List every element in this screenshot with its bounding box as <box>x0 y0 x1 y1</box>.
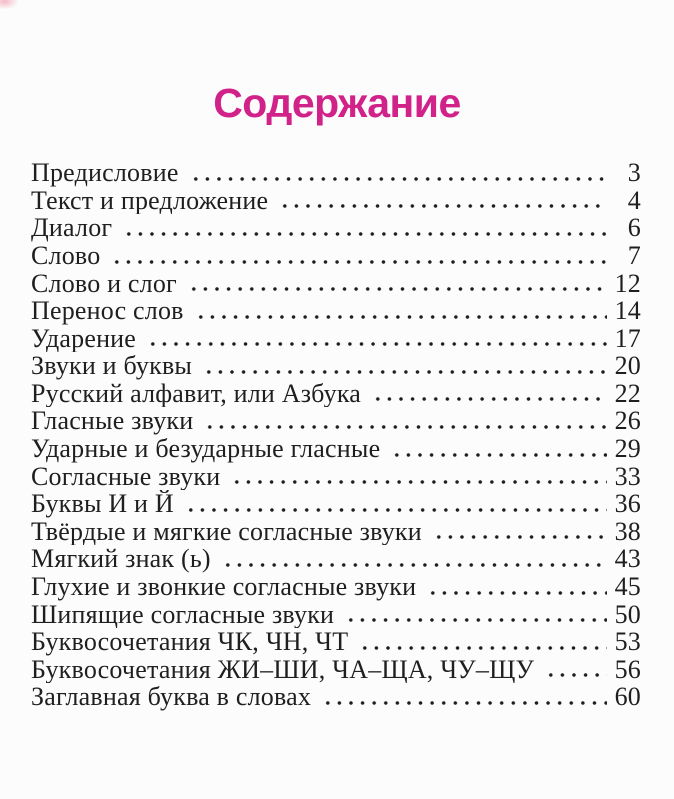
toc-entry-page-number: 14 <box>614 297 641 325</box>
toc-row <box>31 628 641 656</box>
dot-leader <box>193 297 607 325</box>
toc-entry-title: Шипящие согласные звуки <box>31 600 335 629</box>
toc-entry-page-number: 20 <box>614 352 641 380</box>
toc-row <box>31 270 641 298</box>
dot-leader <box>277 187 607 215</box>
toc-row <box>31 187 641 215</box>
toc-entry-page-number: 33 <box>614 462 641 491</box>
dot-leader <box>425 573 607 601</box>
toc-entry-page-number: 22 <box>614 379 641 408</box>
toc-entry-page-number: 36 <box>614 490 641 518</box>
dot-leader <box>389 435 607 463</box>
toc-entry-page-number: 50 <box>614 600 641 629</box>
toc-entry-title: Буквы И и Й <box>31 490 174 518</box>
toc-row <box>31 325 641 353</box>
toc-entry-title: Гласные звуки <box>31 407 194 436</box>
toc-entry-title: Заглавная буква в словах <box>31 683 312 712</box>
toc-entry-page-number: 53 <box>614 628 641 656</box>
toc-entry-page-number: 43 <box>614 545 641 574</box>
photo-corner-artifact <box>0 0 18 9</box>
toc-entry-title: Буквосочетания ЧК, ЧН, ЧТ <box>31 628 349 656</box>
toc-entry-page-number: 29 <box>614 435 641 463</box>
toc-entry-page-number: 6 <box>627 214 641 242</box>
contents-heading: Содержание <box>213 80 461 126</box>
toc-entry-title: Глухие и звонкие согласные звуки <box>31 573 417 601</box>
toc-entry-page-number: 17 <box>614 324 641 353</box>
dot-leader <box>202 407 607 435</box>
toc-entry-title: Ударные и безударные гласные <box>31 435 381 463</box>
toc-entry-title: Перенос слов <box>31 297 184 325</box>
toc-entry-title: Твёрдые и мягкие согласные звуки <box>31 517 422 546</box>
toc-entry-page-number: 7 <box>627 241 641 270</box>
toc-entry-title: Звуки и буквы <box>31 352 193 380</box>
toc-entry-page-number: 60 <box>614 683 641 712</box>
dot-leader <box>145 325 607 353</box>
toc-row <box>31 490 641 518</box>
toc-row <box>31 518 641 546</box>
toc-entry-title: Буквосочетания ЖИ–ШИ, ЧА–ЩА, ЧУ–ЩУ <box>31 655 535 684</box>
dot-leader <box>343 601 607 629</box>
toc-row <box>31 407 641 435</box>
toc-row <box>31 352 641 380</box>
toc-entry-title: Согласные звуки <box>31 462 221 491</box>
dot-leader <box>109 242 607 270</box>
toc-entry-title: Текст и предложение <box>31 186 269 215</box>
dot-leader <box>121 214 607 242</box>
dot-leader <box>183 490 607 518</box>
dot-leader <box>201 352 607 380</box>
toc-row <box>31 463 641 491</box>
toc-entry-page-number: 26 <box>614 407 641 436</box>
toc-entry-title: Слово и слог <box>31 269 177 298</box>
dot-leader <box>370 380 607 408</box>
toc-row <box>31 214 641 242</box>
dot-leader <box>229 463 607 491</box>
dot-leader <box>431 518 607 546</box>
toc-row <box>31 601 641 629</box>
toc-row <box>31 297 641 325</box>
toc-row <box>31 159 641 187</box>
toc-row <box>31 242 641 270</box>
dot-leader <box>186 270 607 298</box>
toc-row <box>31 435 641 463</box>
toc-entry-page-number: 12 <box>614 269 641 298</box>
toc-row <box>31 573 641 601</box>
toc-row <box>31 545 641 573</box>
dot-leader <box>357 628 607 656</box>
dot-leader <box>220 545 607 573</box>
dot-leader <box>320 683 607 711</box>
toc-entry-page-number: 56 <box>614 655 641 684</box>
dot-leader <box>543 656 607 684</box>
dot-leader <box>188 159 607 187</box>
toc-list <box>31 159 641 711</box>
toc-entry-title: Диалог <box>31 214 113 242</box>
toc-row <box>31 656 641 684</box>
toc-entry-title: Предисловие <box>31 159 179 187</box>
toc-entry-page-number: 45 <box>614 573 641 601</box>
toc-entry-title: Мягкий знак (ь) <box>31 545 211 574</box>
toc-entry-page-number: 4 <box>627 186 641 215</box>
toc-entry-title: Слово <box>31 241 101 270</box>
toc-row <box>31 683 641 711</box>
toc-entry-title: Русский алфавит, или Азбука <box>31 379 361 408</box>
toc-row <box>31 380 641 408</box>
toc-entry-title: Ударение <box>31 324 137 353</box>
toc-entry-page-number: 3 <box>627 159 641 187</box>
toc-entry-page-number: 38 <box>614 517 641 546</box>
